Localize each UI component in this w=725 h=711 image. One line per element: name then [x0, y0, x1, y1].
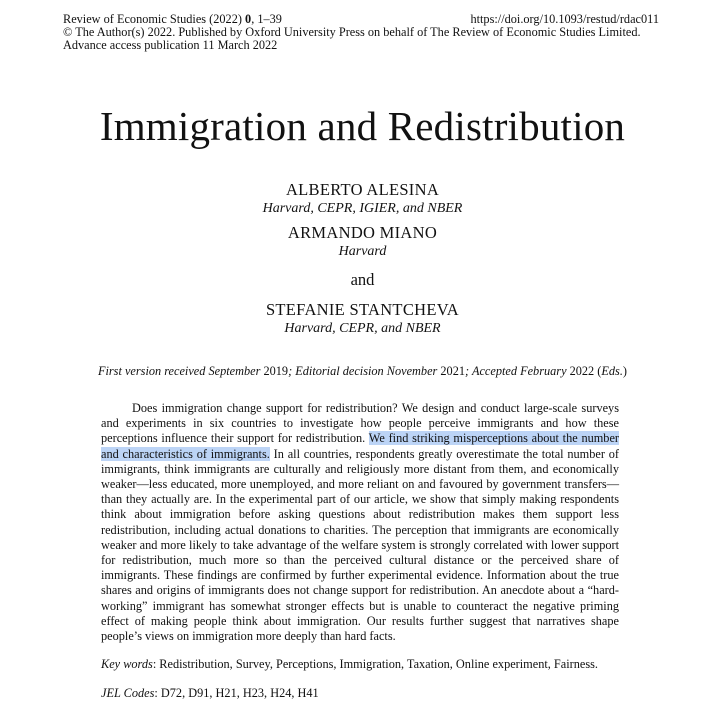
abstract-text[interactable]: In all countries, respondents greatly overestimate the total number of immigrants, think immigrants are culturally and religiously more distant from them, and economically weaker—less educated, more unemployed, and more reliant on and favoured by government transfers—than they actually are. In the experimental part of our article, we show that simply making respondents think about immigration before asking questions about redistribution makes them support less redistribution, including actual donations to charities. The perception that immigrants are economically weaker and more likely to take advantage of the welfare system is strongly correlated with lower support for redistribution, much more so than the perceived cultural distance or the perceived share of immigrants. These findings are confirmed by further experimental evidence. Information about the true shares and origins of immigrants does not change support for redistribution. An anecdote about a “hard-working” immigrant has somewhat stronger effects but is unable to counteract the negative priming effect of making people think about immigration. Our results further suggest that narratives shape people’s views on immigration more deeply than hard facts. — [101, 446, 619, 644]
keywords-label: Key words — [101, 657, 153, 671]
history-eds: Eds. — [601, 364, 623, 378]
abstract-text[interactable]: Does immigration change support for redistribution? We design and conduct large-scale surveys and experiments in six countries to investigate how people perceive immigrants and how these perceptions influence their support for redistribution. — [101, 401, 619, 446]
abstract-highlighted-selection[interactable]: We find striking misperceptions about the number and characteristics of immigrants. — [101, 431, 620, 461]
author-affiliation: Harvard, CEPR, and NBER — [284, 321, 441, 336]
author-conjunction: and — [350, 270, 375, 289]
jel-list: : D72, D91, H21, H23, H24, H41 — [154, 686, 319, 700]
journal-volume: 0 — [245, 12, 252, 26]
advance-access-line: Advance access publication 11 March 2022 — [63, 38, 278, 53]
history-accepted-year: 2022 ( — [566, 364, 602, 378]
history-accepted-label: ; Accepted February — [465, 364, 567, 378]
author-name: ARMANDO MIANO — [287, 223, 438, 242]
history-first-year: 2019 — [260, 364, 289, 378]
journal-header — [63, 13, 659, 53]
keywords-list: : Redistribution, Survey, Perceptions, Immigration, Taxation, Online experiment, Fairness. — [152, 657, 598, 671]
keywords — [101, 657, 661, 672]
jel-label: JEL Codes — [101, 686, 155, 700]
history-decision-year: 2021 — [437, 364, 465, 378]
doi-link[interactable]: https://doi.org/10.1093/restud/rdac011 — [470, 12, 659, 26]
paper-title: Immigration and Redistribution — [99, 103, 626, 149]
publication-history — [0, 364, 725, 379]
author-affiliation: Harvard — [338, 244, 387, 259]
history-close: ) — [622, 364, 628, 378]
jel-codes — [101, 686, 661, 701]
copyright-line: © The Author(s) 2022. Published by Oxford University Press on behalf of The Review of Economic Studies Limited. — [63, 25, 641, 40]
history-decision-label: ; Editorial decision November — [288, 364, 438, 378]
author-name: ALBERTO ALESINA — [285, 180, 440, 199]
author-name: STEFANIE STANTCHEVA — [265, 300, 460, 319]
journal-pages: , 1–39 — [251, 12, 282, 26]
history-first-label: First version received September — [97, 364, 261, 378]
author-block — [0, 180, 725, 343]
journal-name: Review of Economic Studies (2022) — [63, 12, 246, 26]
abstract[interactable] — [101, 401, 619, 644]
author-affiliation: Harvard, CEPR, IGIER, and NBER — [262, 201, 463, 216]
